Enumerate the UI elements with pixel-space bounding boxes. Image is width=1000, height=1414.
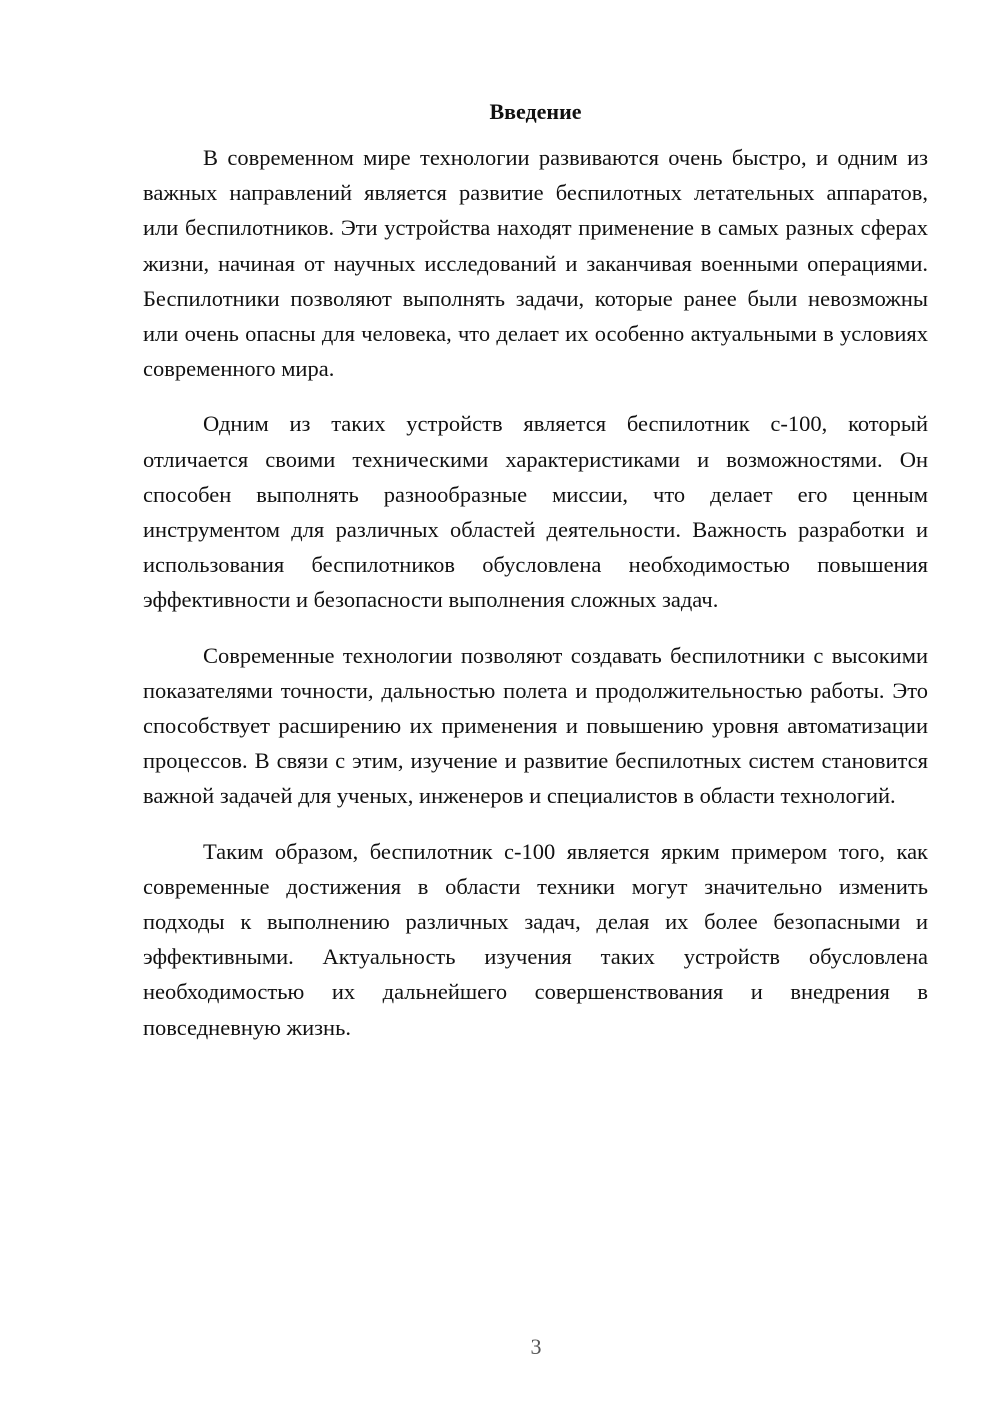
page-content (143, 96, 928, 1065)
paragraph-3: Современные технологии позволяют создавать беспилотники с высокими показателями точности, дальностью полета и продолжительностью работы. Это способствует расширению их применения и повышению уровня автоматизации процессов. В связи с этим, изучение и развитие беспилотных систем становится важной задачей для ученых, инженеров и специалистов в области технологий. (143, 642, 928, 809)
page-number: 3 (530, 1334, 542, 1359)
paragraph-2: Одним из таких устройств является беспилотник с-100, который отличается своими техническими характеристиками и возможностями. Он способен выполнять разнообразные миссии, что делает его ценным инструментом для различных областей деятельности. Важность разработки и использования беспилотников обусловлена необходимостью повышения эффективности и безопасности выполнения сложных задач. (143, 411, 928, 613)
paragraph-1: В современном мире технологии развиваются очень быстро, и одним из важных направлений является развитие беспилотных летательных аппаратов, или беспилотников. Эти устройства находят применение в самых разных сферах жизни, начиная от научных исследований и заканчивая военными операциями. Беспилотники позволяют выполнять задачи, которые ранее были невозможны или очень опасны для человека, что делает их особенно актуальными в условиях современного мира. (143, 145, 928, 382)
section-heading: Введение (489, 99, 582, 124)
paragraph-4: Таким образом, беспилотник с-100 является ярким примером того, как современные достижения в области техники могут значительно изменить подходы к выполнению различных задач, делая их более безопасными и эффективными. Актуальность изучения таких устройств обусловлена необходимостью их дальнейшего совершенствования и внедрения в повседневную жизнь. (143, 838, 928, 1040)
